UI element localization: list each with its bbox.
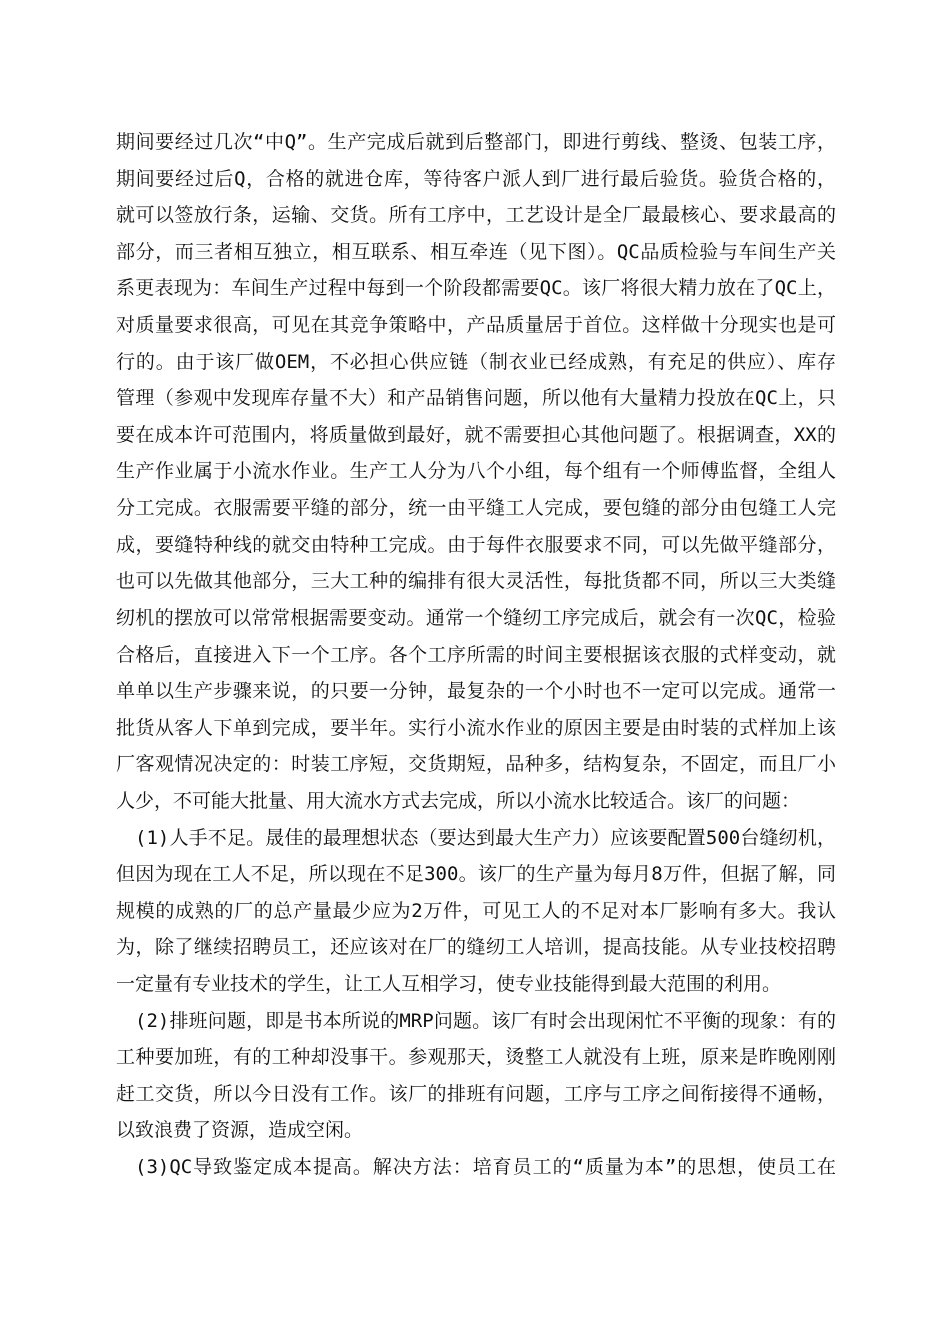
text-line: 也可以先做其他部分，三大工种的编排有很大灵活性，每批货都不同，所以三大类缝	[116, 570, 836, 593]
text-line: 纫机的摆放可以常常根据需要变动。通常一个缝纫工序完成后，就会有一次QC，检验	[116, 606, 836, 629]
text-line: 行的。由于该厂做OEM，不必担心供应链（制衣业已经成熟，有充足的供应）、库存	[116, 350, 836, 373]
text-line: 工种要加班，有的工种却没事干。参观那天，烫整工人就没有上班，原来是昨晚刚刚	[116, 1046, 836, 1069]
text-line: 期间要经过后Q，合格的就进仓库，等待客户派人到厂进行最后验货。验货合格的，	[116, 167, 836, 190]
text-line: 但因为现在工人不足，所以现在不足300。该厂的生产量为每月8万件，但据了解，同	[116, 863, 836, 886]
body-text	[116, 124, 836, 1186]
list-item-3-line: (3)QC导致鉴定成本提高。解决方法：培育员工的“质量为本”的思想，使员工在	[135, 1156, 836, 1179]
text-line: 合格后，直接进入下一个工序。各个工序所需的时间主要根据该衣服的式样变动，就	[116, 643, 836, 666]
text-line: 系更表现为：车间生产过程中每到一个阶段都需要QC。该厂将很大精力放在了QC上，	[116, 277, 836, 300]
text-line: 厂客观情况决定的：时装工序短，交货期短，品种多，结构复杂，不固定，而且厂小	[116, 753, 836, 776]
text-line: 期间要经过几次“中Q”。生产完成后就到后整部门，即进行剪线、整烫、包装工序，	[116, 131, 836, 153]
text-line: 部分，而三者相互独立，相互联系、相互牵连（见下图）。QC品质检验与车间生产关	[116, 240, 836, 263]
text-line: 就可以签放行条，运输、交货。所有工序中，工艺设计是全厂最最核心、要求最高的	[116, 204, 836, 227]
text-line: 一定量有专业技术的学生，让工人互相学习，使专业技能得到最大范围的利用。	[116, 973, 782, 996]
text-line: 生产作业属于小流水作业。生产工人分为八个小组，每个组有一个师傅监督，全组人	[116, 460, 836, 483]
text-line: 赶工交货，所以今日没有工作。该厂的排班有问题，工序与工序之间衔接得不通畅，	[116, 1082, 836, 1105]
text-line: 单单以生产步骤来说，的只要一分钟，最复杂的一个小时也不一定可以完成。通常一	[116, 680, 836, 703]
text-line: 以致浪费了资源，造成空闲。	[116, 1119, 364, 1142]
text-line: 管理（参观中发现库存量不大）和产品销售问题，所以他有大量精力投放在QC上，只	[116, 387, 836, 410]
text-line: 批货从客人下单到完成，要半年。实行小流水作业的原因主要是由时装的式样加上该	[116, 716, 836, 739]
text-line: 为，除了继续招聘员工，还应该对在厂的缝纫工人培训，提高技能。从专业技校招聘	[116, 936, 836, 959]
text-line: 规模的成熟的厂的总产量最少应为2万件，可见工人的不足对本厂影响有多大。我认	[116, 899, 836, 922]
text-line: 分工完成。衣服需要平缝的部分，统一由平缝工人完成，要包缝的部分由包缝工人完	[116, 497, 836, 520]
list-item-2-line: (2)排班问题，即是书本所说的MRP问题。该厂有时会出现闲忙不平衡的现象：有的	[135, 1009, 836, 1032]
text-line: 成，要缝特种线的就交由特种工完成。由于每件衣服要求不同，可以先做平缝部分，	[116, 533, 836, 556]
text-line: 对质量要求很高，可见在其竞争策略中，产品质量居于首位。这样做十分现实也是可	[116, 314, 836, 337]
text-line: 人少，不可能大批量、用大流水方式去完成，所以小流水比较适合。该厂的问题：	[116, 789, 801, 812]
list-item-1-line: (1)人手不足。晟佳的最理想状态（要达到最大生产力）应该要配置500台缝纫机，	[135, 826, 836, 849]
text-line: 要在成本许可范围内，将质量做到最好，就不需要担心其他问题了。根据调查，XX的	[116, 423, 836, 446]
